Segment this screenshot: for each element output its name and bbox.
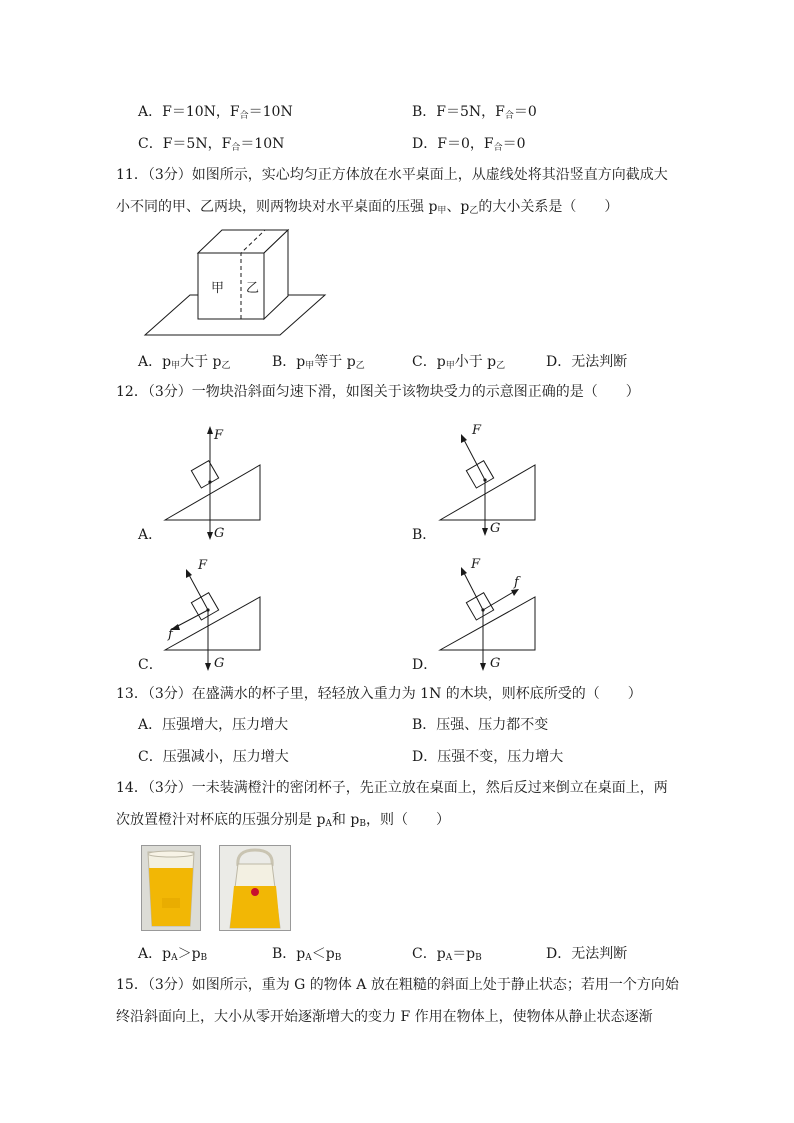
block bbox=[191, 593, 218, 620]
q10-option-c-text: C．F＝5N，F bbox=[138, 136, 232, 152]
q15-stem-line1: 15．（3分）如图所示，重为 G 的物体 A 放在粗糙的斜面上处于静止状态；若用一个方向始 bbox=[116, 977, 679, 993]
q12a-f-label: F bbox=[214, 428, 224, 443]
q13-stem: 13．（3分）在盛满水的杯子里，轻轻放入重力为 1N 的木块，则杯底所受的（ ） bbox=[116, 686, 642, 702]
q10-option-c[interactable] bbox=[138, 134, 284, 158]
q13-option-b[interactable]: B．压强、压力都不变 bbox=[412, 717, 549, 733]
q11-option-c-sub2: 乙 bbox=[496, 361, 506, 371]
q14-option-b[interactable] bbox=[272, 944, 341, 968]
arrowhead bbox=[186, 569, 192, 578]
q10-option-d-sub: 合 bbox=[493, 143, 503, 153]
q14-stem-mid: 和 p bbox=[331, 812, 360, 828]
cup-logo bbox=[251, 888, 259, 896]
arrowhead bbox=[205, 663, 211, 671]
q14-option-b-sub1: A bbox=[305, 953, 312, 963]
q12-option-c[interactable]: C． bbox=[138, 657, 163, 673]
q12-option-b[interactable]: B． bbox=[412, 527, 437, 543]
inverted-cup-image bbox=[220, 846, 290, 930]
q14-option-c-sub2: B bbox=[475, 953, 482, 963]
arrowhead bbox=[207, 532, 213, 540]
q11-stem-line2 bbox=[116, 197, 618, 221]
q10-option-b-sub: 合 bbox=[504, 111, 514, 121]
q11-option-c-mid: 小于 p bbox=[454, 354, 497, 370]
q10-option-a[interactable] bbox=[138, 102, 293, 126]
q12-option-d[interactable]: D． bbox=[412, 657, 438, 673]
q14-option-c-text: C．p bbox=[412, 946, 446, 962]
upright-cup-photo bbox=[141, 845, 201, 931]
q14-stem-sub-a: A bbox=[325, 819, 332, 829]
q11-stem-text: 小不同的甲、乙两块，则两物块对水平桌面的压强 p bbox=[116, 199, 438, 215]
q11-stem-sub1: 甲 bbox=[437, 206, 447, 216]
q12d-g-label: G bbox=[490, 656, 501, 671]
q11-option-a-text: A．p bbox=[138, 354, 172, 370]
q14-stem-post: ，则（ ） bbox=[365, 812, 450, 828]
q14-option-a-mid: ＞p bbox=[177, 946, 201, 962]
q10-option-b-text: B．F＝5N，F bbox=[412, 104, 505, 120]
q12d-f-label: F bbox=[471, 557, 481, 572]
q10-option-d-text2: ＝0 bbox=[502, 136, 526, 152]
q10-option-b[interactable] bbox=[412, 102, 537, 126]
arrowhead bbox=[482, 528, 488, 536]
arrowhead bbox=[207, 426, 213, 434]
q11-option-a-sub1: 甲 bbox=[171, 361, 181, 371]
q12a-g-label: G bbox=[214, 526, 225, 541]
q11-option-a-sub2: 乙 bbox=[221, 361, 231, 371]
q14-option-a-sub2: B bbox=[200, 953, 208, 963]
q10-option-c-text2: ＝10N bbox=[240, 136, 285, 152]
q14-option-c-mid: ＝p bbox=[452, 946, 476, 962]
q11-option-b-sub2: 乙 bbox=[355, 361, 365, 371]
cup-lid bbox=[148, 851, 194, 857]
q10-option-a-text2: ＝10N bbox=[248, 104, 293, 120]
q14-option-b-sub2: B bbox=[334, 953, 342, 963]
q10-option-d-text: D．F＝0，F bbox=[412, 136, 494, 152]
q11-label-jia: 甲 bbox=[211, 281, 225, 296]
q13-option-c[interactable]: C．压强减小，压力增大 bbox=[138, 749, 289, 765]
arrowhead bbox=[480, 663, 486, 671]
q12-option-a[interactable]: A． bbox=[138, 527, 163, 543]
q12c-f-label: F bbox=[198, 558, 208, 573]
block bbox=[191, 461, 218, 488]
q14-option-b-mid: ＜p bbox=[311, 946, 335, 962]
q14-option-a[interactable] bbox=[138, 944, 207, 968]
q13-option-d[interactable]: D．压强不变，压力增大 bbox=[412, 749, 564, 765]
q11-label-yi: 乙 bbox=[246, 281, 260, 296]
q11-stem-line1: 11．（3分）如图所示，实心均匀正方体放在水平桌面上，从虚线处将其沿竖直方向截成大 bbox=[116, 167, 668, 183]
arrowhead bbox=[461, 567, 467, 576]
block bbox=[466, 461, 493, 488]
q14-option-b-text: B．p bbox=[272, 946, 306, 962]
q12d-friction-label: f bbox=[514, 575, 519, 590]
q14-stem-sub-b: B bbox=[359, 819, 366, 829]
q11-stem-sub2: 乙 bbox=[469, 206, 479, 216]
q14-option-a-text: A．p bbox=[138, 946, 172, 962]
q11-option-b-text: B．p bbox=[272, 354, 306, 370]
q11-option-b[interactable] bbox=[272, 352, 365, 376]
q11-option-d[interactable]: D．无法判断 bbox=[546, 354, 628, 370]
q11-option-c-sub1: 甲 bbox=[445, 361, 455, 371]
juice bbox=[149, 868, 193, 926]
q12c-g-label: G bbox=[214, 656, 225, 671]
q11-stem-mid: 、p bbox=[446, 199, 470, 215]
arrowhead bbox=[461, 434, 467, 443]
q11-option-b-sub1: 甲 bbox=[305, 361, 315, 371]
q10-option-b-text2: ＝0 bbox=[513, 104, 537, 120]
q14-option-c-sub1: A bbox=[445, 953, 453, 963]
q12b-g-label: G bbox=[490, 521, 501, 536]
q11-stem-post: 的大小关系是（ ） bbox=[478, 199, 619, 215]
q10-option-a-text: A．F＝10N，F bbox=[138, 104, 240, 120]
cup-print bbox=[162, 898, 180, 908]
q11-option-a[interactable] bbox=[138, 352, 231, 376]
q10-option-c-sub: 合 bbox=[231, 143, 241, 153]
q12-stem: 12．（3分）一物块沿斜面匀速下滑，如图关于该物块受力的示意图正确的是（ ） bbox=[116, 384, 640, 400]
q11-cube-figure bbox=[140, 225, 330, 340]
q11-option-b-mid: 等于 p bbox=[314, 354, 356, 370]
q14-stem-text: 次放置橙汁对杯底的压强分别是 p bbox=[116, 812, 326, 828]
q14-stem-line1: 14．（3分）一未装满橙汁的密闭杯子，先正立放在桌面上，然后反过来倒立在桌面上，两 bbox=[116, 780, 668, 796]
q13-option-a[interactable]: A．压强增大，压力增大 bbox=[138, 717, 289, 733]
q10-option-d[interactable] bbox=[412, 134, 526, 158]
q12b-f-label: F bbox=[472, 423, 482, 438]
upright-cup-image bbox=[142, 846, 200, 930]
q11-option-a-mid: 大于 p bbox=[180, 354, 222, 370]
q11-option-c[interactable] bbox=[412, 352, 505, 376]
q14-option-a-sub1: A bbox=[171, 953, 178, 963]
q10-option-a-sub: 合 bbox=[239, 111, 249, 121]
q15-stem-line2: 终沿斜面向上，大小从零开始逐渐增大的变力 F 作用在物体上，使物体从静止状态逐渐 bbox=[116, 1009, 653, 1025]
q14-stem-line2 bbox=[116, 810, 450, 834]
q11-option-c-text: C．p bbox=[412, 354, 446, 370]
q14-option-d[interactable]: D．无法判断 bbox=[546, 946, 628, 962]
inverted-cup-photo bbox=[219, 845, 291, 931]
q14-option-c[interactable] bbox=[412, 944, 482, 968]
q12c-friction-label: f bbox=[168, 627, 173, 642]
